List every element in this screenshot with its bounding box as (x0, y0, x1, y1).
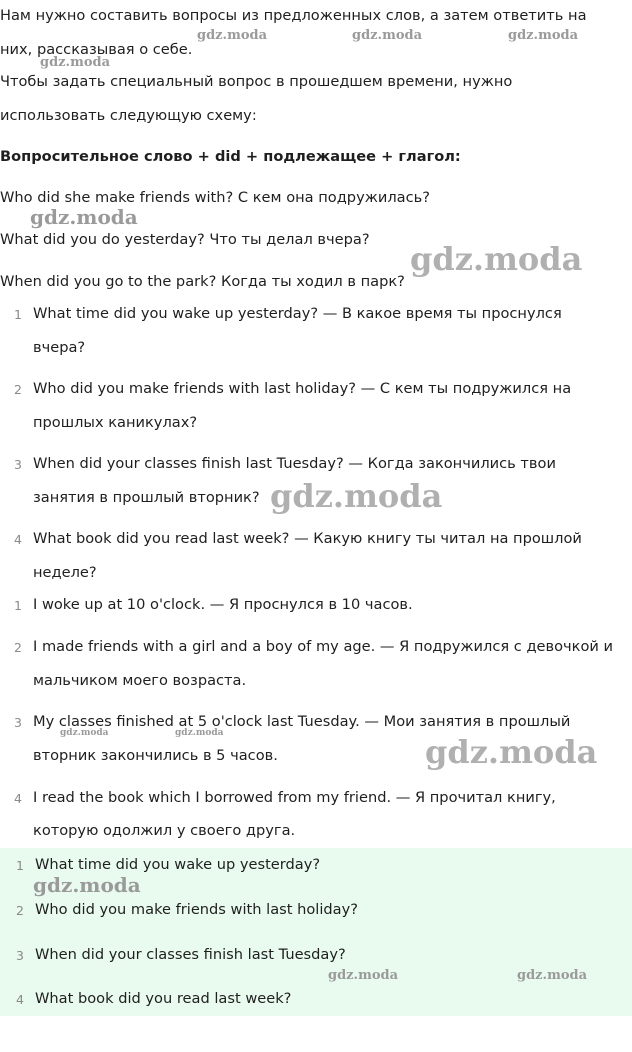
item-text: I read the book which I borrowed from my friend. — Я прочитал книгу, (33, 789, 556, 806)
item-text-cont: неделе? (33, 564, 97, 581)
watermark: gdz.moda (410, 240, 583, 278)
item-text: When did your classes finish last Tuesday? — Когда закончились твои (33, 455, 556, 472)
item-text-cont: мальчиком моего возраста. (33, 672, 247, 689)
watermark: gdz.moda (175, 728, 224, 738)
watermark: gdz.moda (508, 28, 579, 43)
item-text: My classes finished at 5 o'clock last Tuesday. — Мои занятия в прошлый (33, 713, 571, 730)
watermark: gdz.moda (328, 968, 399, 983)
item-number: 3 (14, 715, 22, 730)
watermark: gdz.moda (425, 733, 598, 771)
item-text: What time did you wake up yesterday? — В какое время ты проснулся (33, 305, 562, 322)
example-2: What did you do yesterday? Что ты делал вчера? (0, 231, 370, 248)
item-number: 1 (14, 598, 22, 613)
watermark: gdz.moda (40, 55, 111, 70)
item-number: 3 (14, 457, 22, 472)
item-text: Who did you make friends with last holiday? — С кем ты подружился на (33, 380, 572, 397)
item-text: What book did you read last week? — Какую книгу ты читал на прошлой (33, 530, 582, 547)
watermark: gdz.moda (30, 205, 138, 229)
item-text: Who did you make friends with last holiday? (35, 901, 358, 918)
item-text-cont: занятия в прошлый вторник? (33, 489, 260, 506)
scheme-heading: Вопросительное слово + did + подлежащее + глагол: (0, 148, 461, 165)
item-text-cont: которую одолжил у своего друга. (33, 822, 296, 839)
item-number: 2 (16, 903, 24, 918)
example-3: When did you go to the park? Когда ты ходил в парк? (0, 273, 405, 290)
item-number: 4 (14, 532, 22, 547)
item-number: 4 (16, 992, 24, 1007)
item-number: 1 (16, 858, 24, 873)
intro-line-3: Чтобы задать специальный вопрос в прошедшем времени, нужно (0, 73, 513, 90)
watermark: gdz.moda (517, 968, 588, 983)
item-number: 1 (14, 307, 22, 322)
item-text-cont: прошлых каникулах? (33, 414, 198, 431)
item-text: What book did you read last week? (35, 990, 292, 1007)
watermark: gdz.moda (270, 477, 443, 515)
intro-line-2: них, рассказывая о себе. (0, 41, 193, 58)
item-number: 2 (14, 382, 22, 397)
item-text-cont: вторник закончились в 5 часов. (33, 747, 278, 764)
intro-line-4: использовать следующую схему: (0, 107, 257, 124)
item-text: What time did you wake up yesterday? (35, 856, 321, 873)
watermark: gdz.moda (60, 728, 109, 738)
item-number: 2 (14, 640, 22, 655)
intro-line-1: Нам нужно составить вопросы из предложенных слов, а затем ответить на (0, 7, 587, 24)
item-text-cont: вчера? (33, 339, 86, 356)
item-number: 3 (16, 948, 24, 963)
item-text: I made friends with a girl and a boy of my age. — Я подружился с девочкой и (33, 638, 614, 655)
item-number: 4 (14, 791, 22, 806)
item-text: I woke up at 10 o'clock. — Я проснулся в 10 часов. (33, 596, 413, 613)
watermark: gdz.moda (352, 28, 423, 43)
item-text: When did your classes finish last Tuesday? (35, 946, 346, 963)
example-1: Who did she make friends with? С кем она подружилась? (0, 189, 430, 206)
watermark: gdz.moda (33, 873, 141, 897)
watermark: gdz.moda (197, 28, 268, 43)
